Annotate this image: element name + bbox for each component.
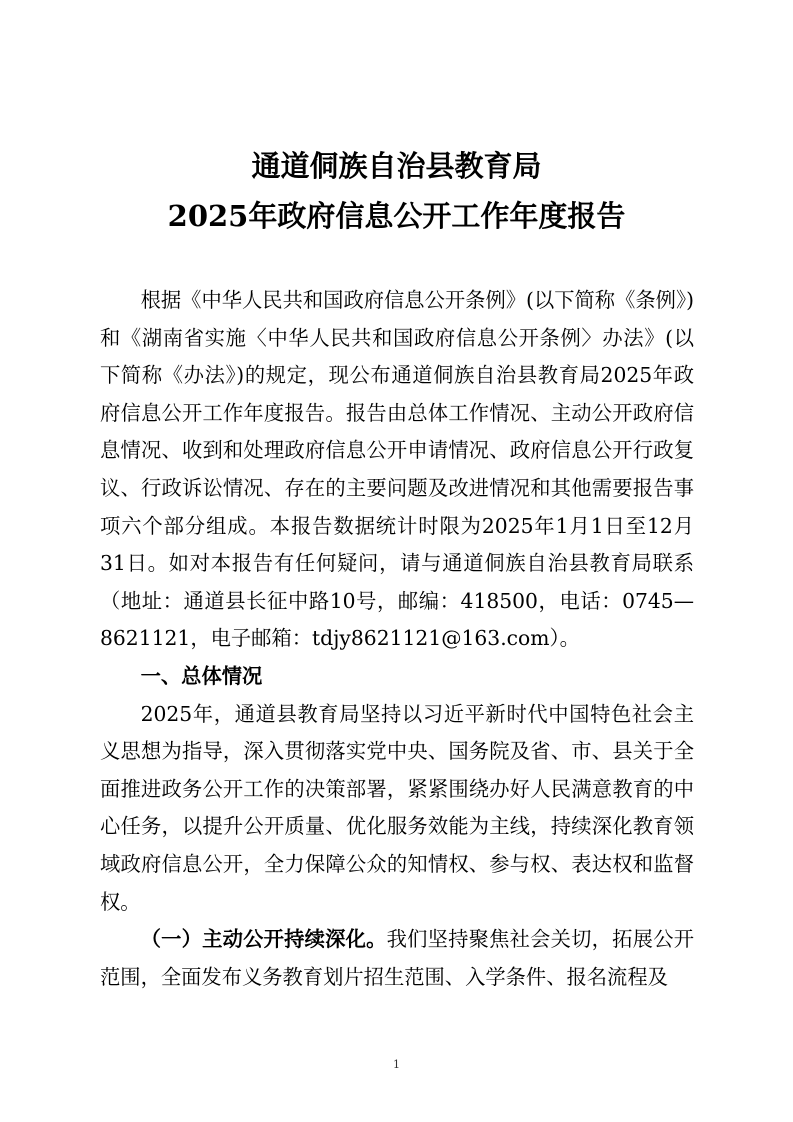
section-heading-overview: 一、总体情况 — [140, 663, 263, 688]
subsection-text-proactive-disclosure: 我们坚持聚焦社会关切，拓展公开范围，全面发布义务教育划片招生范围、入学条件、报名流程及 — [100, 927, 694, 989]
subsection-paragraph-proactive-disclosure — [100, 921, 694, 996]
document-body — [100, 282, 694, 996]
document-title-line2: 2025年政府信息公开工作年度报告 — [167, 199, 626, 233]
overview-paragraph: 2025年，通道县教育局坚持以习近平新时代中国特色社会主义思想为指导，深入贯彻落实党中央、国务院及省、市、县关于全面推进政务公开工作的决策部署，紧紧围绕办好人民满意教育的中心任务，以提升公开质量、优化服务效能为主线，持续深化教育领域政府信息公开，全力保障公众的知情权、参与权、表达权和监督权。 — [100, 701, 694, 914]
intro-paragraph: 根据《中华人民共和国政府信息公开条例》(以下简称《条例》)和《湖南省实施〈中华人民共和国政府信息公开条例〉办法》(以下简称《办法》)的规定，现公布通道侗族自治县教育局2025年政府信息公开工作年度报告。报告由总体工作情况、主动公开政府信息情况、收到和处理政府信息公开申请情况、政府信息公开行政复议、行政诉讼情况、存在的主要问题及改进情况和其他需要报告事项六个部分组成。本报告数据统计时限为2025年1月1日至12月31日。如对本报告有任何疑问，请与通道侗族自治县教育局联系（地址：通道县长征中路10号，邮编：418500，电话：0745—8621121，电子邮箱：tdjy8621121@163.com）。 — [100, 288, 694, 651]
subsection-heading-proactive-disclosure: （一）主动公开持续深化。 — [140, 927, 387, 952]
page-number: 1 — [393, 1058, 400, 1071]
document-title-line1: 通道侗族自治县教育局 — [251, 149, 542, 183]
